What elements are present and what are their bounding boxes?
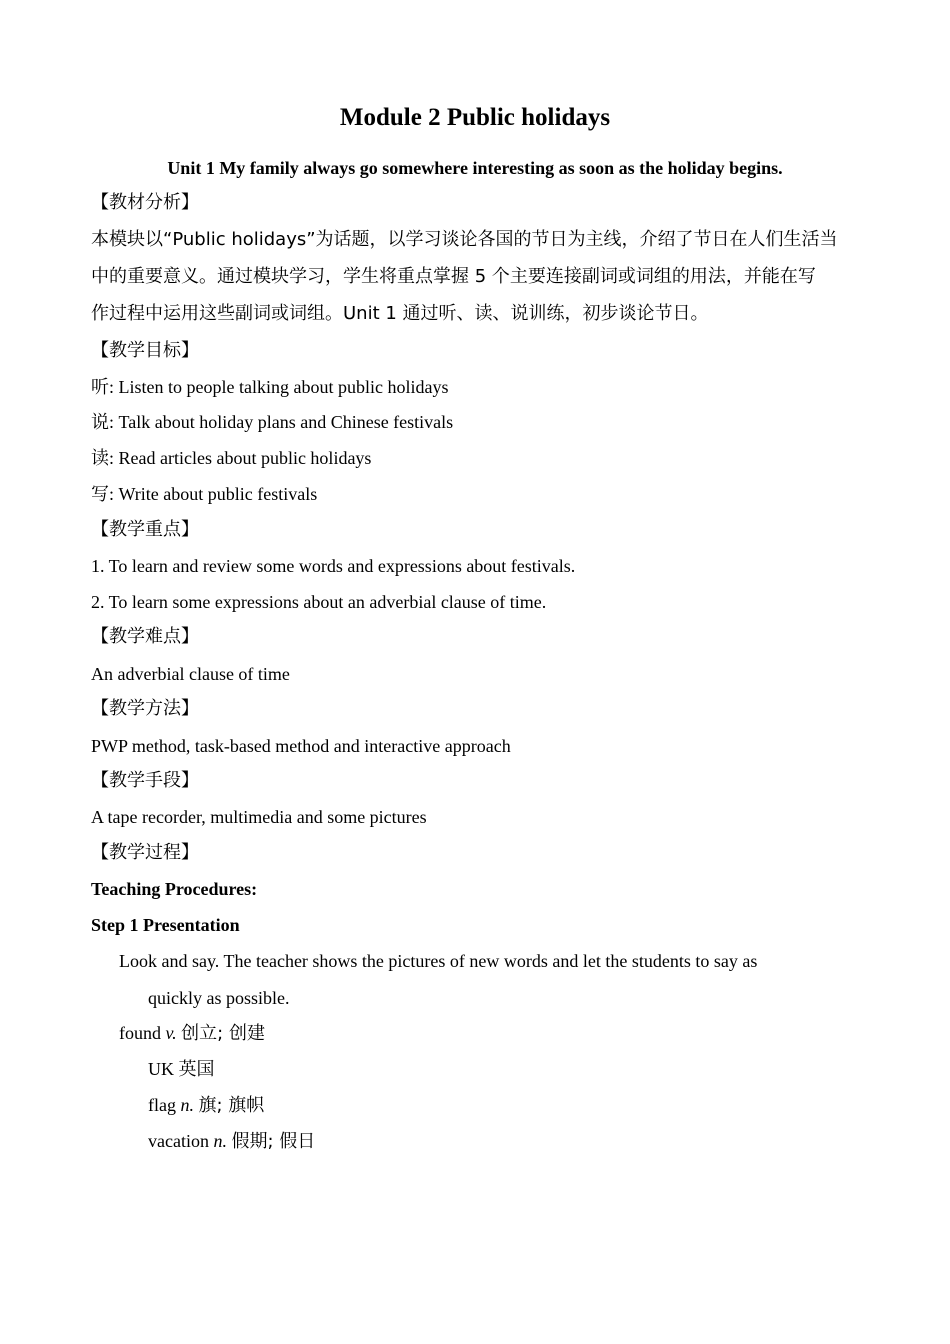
analysis-line-2: 中的重要意义。通过模块学习，学生将重点掌握 5 个主要连接副词或词组的用法，并能在写 [91, 266, 816, 287]
heading-difficulties: 【教学难点】 [91, 626, 199, 647]
vocab-meaning: 假期; 假日 [231, 1131, 316, 1152]
analysis-line-3: 作过程中运用这些副词或词组。Unit 1 通过听、读、说训练，初步谈论节日。 [91, 303, 709, 324]
vocab-item [119, 1021, 265, 1046]
vocab-meaning: 英国 [178, 1059, 215, 1080]
step1-label: Step 1 Presentation [91, 915, 240, 935]
unit-subtitle: Unit 1 My family always go somewhere interesting as soon as the holiday begins. [167, 158, 783, 178]
vocab-item [148, 1057, 215, 1082]
vocab-pos: n. [213, 1131, 227, 1151]
vocab-word: flag [148, 1095, 176, 1115]
objective-label: 读 [91, 448, 109, 469]
heading-analysis: 【教材分析】 [91, 192, 199, 213]
methods-text: PWP method, task-based method and interactive approach [91, 736, 511, 756]
heading-process: 【教学过程】 [91, 842, 199, 863]
vocab-word: UK [148, 1059, 174, 1079]
objective-label: 写 [91, 484, 109, 505]
objective-label: 说 [91, 412, 109, 433]
step1-text-line-2: quickly as possible. [148, 988, 290, 1008]
procedures-label: Teaching Procedures: [91, 879, 258, 899]
analysis-line-1: 本模块以“Public holidays”为话题，以学习谈论各国的节日为主线，介绍了节日在人们生活当 [91, 229, 838, 250]
vocab-meaning: 创立; 创建 [181, 1023, 265, 1044]
objective-listen [91, 375, 448, 400]
heading-methods: 【教学方法】 [91, 698, 199, 719]
vocab-item [148, 1129, 315, 1154]
objective-text: : Write about public festivals [109, 484, 318, 504]
means-text: A tape recorder, multimedia and some pictures [91, 807, 427, 827]
vocab-pos: n. [180, 1095, 194, 1115]
vocab-item [148, 1093, 264, 1118]
heading-key-points: 【教学重点】 [91, 519, 199, 540]
step1-text-line-1: Look and say. The teacher shows the pictures of new words and let the students to say as [119, 951, 758, 971]
key-point-1: 1. To learn and review some words and expressions about festivals. [91, 556, 576, 576]
objective-text: : Talk about holiday plans and Chinese festivals [109, 412, 454, 432]
vocab-word: found [119, 1023, 161, 1043]
page-title: Module 2 Public holidays [339, 104, 611, 131]
vocab-meaning: 旗; 旗帜 [198, 1095, 265, 1116]
objective-text: : Read articles about public holidays [109, 448, 372, 468]
objective-read [91, 446, 371, 471]
vocab-word: vacation [148, 1131, 209, 1151]
objective-speak [91, 410, 453, 435]
difficulty-text: An adverbial clause of time [91, 664, 290, 684]
heading-means: 【教学手段】 [91, 770, 199, 791]
objective-label: 听 [91, 377, 109, 398]
heading-objectives: 【教学目标】 [91, 340, 199, 361]
objective-write [91, 482, 317, 507]
key-point-2: 2. To learn some expressions about an adverbial clause of time. [91, 592, 547, 612]
analysis-paragraph [91, 228, 866, 339]
objective-text: : Listen to people talking about public holidays [109, 377, 449, 397]
vocab-pos: v. [165, 1023, 177, 1043]
